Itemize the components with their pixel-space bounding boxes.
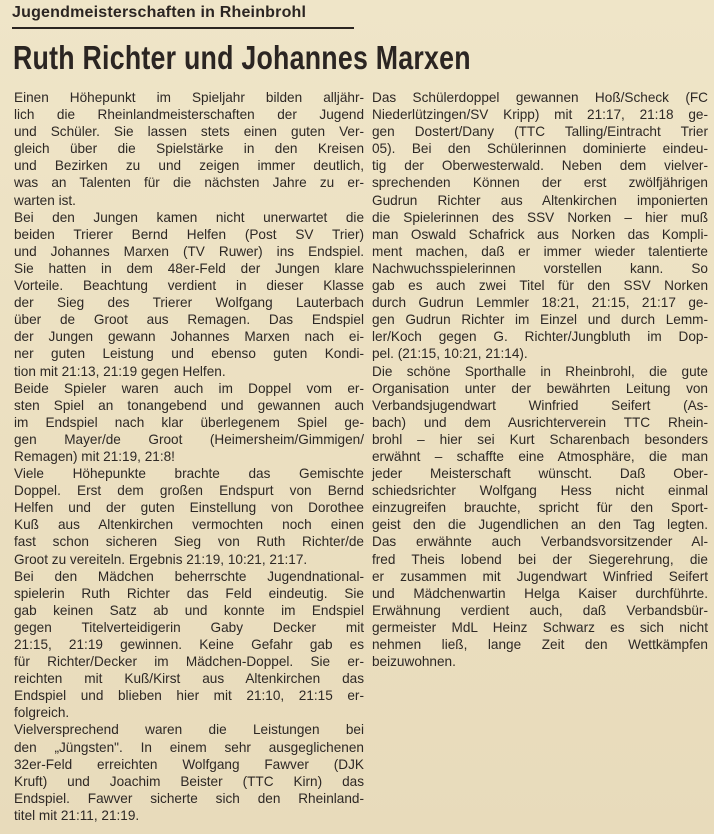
- text-line: Einen Höhepunkt im Spieljahr bilden alljähr-: [14, 90, 364, 105]
- text-line: ner guten Leistung und ebenso guten Kondi-: [14, 346, 364, 362]
- text-line: den „Jüngsten". In einem sehr ausgeglichenen: [14, 739, 364, 755]
- text-line: der Jungen gewann Johannes Marxen nach ei-: [14, 329, 364, 345]
- article-kicker: Jugendmeisterschaften in Rheinbrohl: [12, 4, 307, 21]
- text-line: nehmen ließ, lange Zeit den Wettkämpfen: [372, 637, 708, 652]
- text-line: brohl – hier sei Kurt Scharenbach besonders: [372, 431, 708, 447]
- text-line: tig der Oberwesterwald. Neben dem vielver-: [372, 158, 708, 174]
- text-line: fast schon sicheren Sieg von Ruth Richter/de: [14, 534, 364, 550]
- text-line: im Endspiel nach klar überlegenem Spiel ge-: [14, 414, 364, 430]
- text-line: geist den die Jugendlichen an den Tag legten.: [372, 517, 708, 533]
- text-line: die Spielerinnen des SSV Norken – hier muß: [372, 209, 708, 225]
- text-line: und Bezirken zu und zeigen immer deutlich,: [14, 158, 364, 174]
- text-line: spielerin Ruth Richter das Feld eindeutig. Sie: [14, 585, 364, 601]
- text-line: Doppel. Erst dem großen Endspurt von Bernd: [14, 483, 364, 499]
- text-line: sten Spiel an tonangebend und gewannen auch: [14, 397, 364, 413]
- text-line: er zusammen mit Jugendwart Winfried Seifert: [372, 568, 708, 584]
- article-paragraph: [14, 721, 364, 824]
- text-line: gleich über die Spielstärke in den Kreisen: [14, 141, 364, 157]
- text-line: Das Schülerdoppel gewannen Hoß/Scheck (FC: [372, 90, 708, 105]
- text-line: Kuß aus Altenkirchen vermochten noch einen: [14, 517, 364, 533]
- article-paragraph: [14, 465, 364, 568]
- text-line: beiden Trierer Bernd Helfen (Post SV Trier): [14, 226, 364, 242]
- text-line: gen Dostert/Dany (TTC Talling/Eintracht Trier: [372, 124, 708, 140]
- text-line: gab es auch zwei Titel für den SSV Norken: [372, 278, 708, 294]
- text-line: bach) und dem Ausrichterverein TTC Rhein-: [372, 414, 708, 430]
- text-line: Viele Höhepunkte brachte das Gemischte: [14, 466, 364, 482]
- text-line: Verbandsjugendwart Winfried Seifert (As-: [372, 397, 708, 413]
- text-line: Vielversprechend waren die Leistungen bei: [14, 722, 364, 738]
- text-line: gab keinen Satz ab und konnte im Endspiel: [14, 602, 364, 618]
- article-paragraph: [14, 209, 364, 380]
- text-line: warten ist.: [14, 192, 76, 208]
- text-line: Bei den Mädchen beherrschte Jugendnational-: [14, 568, 364, 584]
- text-line: fred Theis lobend bei der Siegerehrung, die: [372, 551, 708, 567]
- text-line: schiedsrichter Wolfgang Hess nicht einmal: [372, 483, 708, 499]
- kicker-underline: [12, 27, 354, 29]
- text-line: beizuwohnen.: [372, 654, 456, 670]
- text-line: sprechenden Können der erst zwölfjährigen: [372, 175, 708, 191]
- text-line: und Mädchenwartin Helga Kaiser durchführte.: [372, 585, 708, 601]
- text-line: über de Groot aus Remagen. Das Endspiel: [14, 312, 364, 328]
- text-line: und Schüler. Sie lassen stets einen guten Ver-: [14, 124, 364, 140]
- article-column-right: [372, 89, 708, 670]
- text-line: einzugreifen brauchte, spricht für den Sport-: [372, 500, 708, 516]
- text-line: Kruft) und Joachim Beister (TTC Kirn) das: [14, 773, 364, 789]
- text-line: Beide Spieler waren auch im Doppel vom er-: [14, 380, 364, 396]
- text-line: jeder Meisterschaft wünscht. Daß Ober-: [372, 466, 708, 482]
- article-paragraph: [14, 568, 364, 722]
- article-paragraph: [372, 363, 708, 671]
- text-line: folgreich.: [14, 705, 70, 721]
- text-line: was an Talenten für die nächsten Jahre zu er-: [14, 175, 364, 191]
- text-line: Gudrun Richter aus Altenkirchen imponierten: [372, 192, 708, 208]
- text-line: durch Gudrun Lemmler 18:21, 21:15, 21:17 ge-: [372, 295, 708, 311]
- text-line: Organisation unter der bewährten Leitung von: [372, 380, 708, 396]
- text-line: Endspiel. Fawver sicherte sich den Rheinland-: [14, 790, 364, 806]
- text-line: Niederlützingen/SV Kripp) mit 21:17, 21:18 ge-: [372, 107, 708, 123]
- text-line: titel mit 21:11, 21:19.: [14, 807, 140, 823]
- text-line: Sie hatten in dem 48er-Feld der Jungen klare: [14, 260, 364, 276]
- text-line: Helfen und der guten Einstellung von Dorothee: [14, 500, 364, 516]
- article-headline: Ruth Richter und Johannes Marxen: [13, 39, 471, 76]
- text-line: 05). Bei den Schülerinnen dominierte eindeu-: [372, 141, 708, 157]
- text-line: der Sieg des Trierer Wolfgang Lauterbach: [14, 295, 364, 311]
- text-line: tion mit 21:13, 21:19 gegen Helfen.: [14, 363, 226, 379]
- text-line: gen Mayer/de Groot (Heimersheim/Gimmigen/: [14, 431, 364, 447]
- text-line: man Oswald Schafrick aus Norken das Kompli-: [372, 226, 708, 242]
- article-paragraph: [372, 89, 708, 363]
- text-line: erwähnt – schaffte eine Atmosphäre, die man: [372, 448, 708, 464]
- text-line: 32er-Feld erreichten Wolfgang Fawver (DJK: [14, 756, 364, 772]
- text-line: Remagen) mit 21:19, 21:8!: [14, 448, 175, 464]
- text-line: Nachwuchsspielerinnen vorstellen kann. So: [372, 260, 708, 276]
- text-line: gegen Titelverteidigerin Gaby Decker mit: [14, 619, 364, 635]
- text-line: reichten mit Kuß/Kirst aus Altenkirchen das: [14, 671, 364, 687]
- text-line: Die schöne Sporthalle in Rheinbrohl, die gute: [372, 363, 708, 379]
- text-line: Groot zu vereiteln. Ergebnis 21:19, 10:21, 21:17.: [14, 551, 308, 567]
- text-line: Das erwähnte auch Verbandsvorsitzender Al-: [372, 534, 708, 550]
- text-line: 21:15, 21:19 gewinnen. Keine Gefahr gab es: [14, 637, 364, 652]
- text-line: für Richter/Decker im Mädchen-Doppel. Sie er-: [14, 654, 364, 670]
- text-line: gen Gudrun Richter im Einzel und durch Lemm-: [372, 312, 708, 328]
- text-line: Endspiel und blieben hier mit 21:10, 21:15 er-: [14, 688, 364, 704]
- text-line: lich die Rheinlandmeisterschaften der Jugend: [14, 107, 364, 123]
- text-line: Vorteile. Beachtung verdient in dieser Klasse: [14, 278, 364, 294]
- text-line: ler/Koch gegen G. Richter/Jungbluth im Dop-: [372, 329, 708, 345]
- text-line: pel. (21:15, 10:21, 21:14).: [372, 346, 528, 362]
- text-line: germeister MdL Heinz Schwarz es sich nicht: [372, 619, 708, 635]
- text-line: Bei den Jungen kamen nicht unerwartet die: [14, 209, 364, 225]
- text-line: Erwähnung verdient auch, daß Verbandsbür-: [372, 602, 708, 618]
- article-paragraph: [14, 89, 364, 209]
- text-line: ment machen, daß er immer wieder talentierte: [372, 243, 708, 259]
- text-line: und Johannes Marxen (TV Ruwer) ins Endspiel.: [14, 243, 364, 259]
- article-paragraph: [14, 380, 364, 465]
- article-column-left: [14, 89, 364, 824]
